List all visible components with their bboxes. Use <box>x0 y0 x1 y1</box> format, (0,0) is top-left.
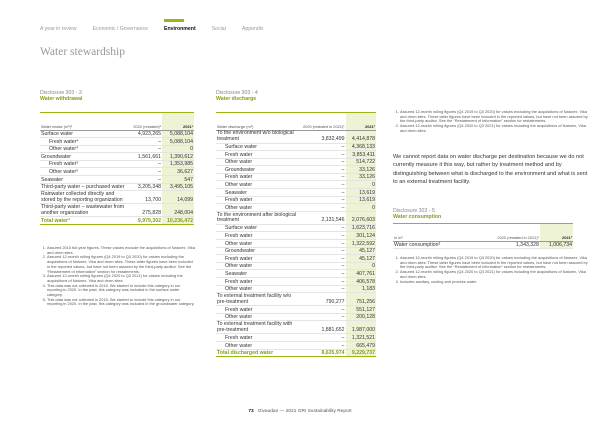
value-2020: 13,700 <box>128 191 162 204</box>
value-2021: 5,088,104 <box>162 138 194 146</box>
value-2021: 407,761 <box>346 270 376 278</box>
row-label: Fresh water <box>216 255 302 263</box>
value-2021: 1,623,716 <box>346 224 376 232</box>
value-2020: 1,881,652 <box>302 321 346 334</box>
total-row <box>40 217 194 225</box>
value-2020: – <box>302 181 346 189</box>
footnote: 2. Assured 12-month rolling figures (Q4 2020 to Q3 2021) for values including the acquisitions of Naturex, Vika and drom sites. <box>400 124 588 133</box>
value-2021: 1,183 <box>346 285 376 293</box>
row-label: Seawater <box>216 189 302 197</box>
disclosure-subtitle: Water discharge <box>216 96 257 103</box>
nav-year-in-review[interactable]: A year in review <box>40 26 77 32</box>
row-label: Fresh water <box>216 306 302 314</box>
value-2020: 1,343,328 <box>496 241 540 249</box>
row-label: Fresh water <box>216 196 302 204</box>
row-label: To external treatment facility w/o pre-treatment <box>216 293 302 306</box>
footnote: 5. This data was not collected in 2015. We started to include this category in our reporting in 2020. In the past, this category was included in the groundwater category. <box>47 298 196 307</box>
value-2021: 551,127 <box>346 306 376 314</box>
row-label: Other water⁴ <box>40 145 128 153</box>
table-row <box>40 168 194 176</box>
table-row <box>216 270 376 278</box>
total-2020: 8,635,974 <box>302 349 346 357</box>
value-2020: – <box>302 204 346 212</box>
table-row <box>216 313 376 321</box>
nav-appendix[interactable]: Appendix <box>241 26 264 32</box>
value-2020: – <box>302 341 346 349</box>
footnote: 3. Includes sanitary, cooling and process water. <box>400 280 588 285</box>
value-2020: – <box>302 173 346 181</box>
row-label: Other water <box>216 262 302 270</box>
discharge-table <box>216 113 376 357</box>
column-header-2020: 2020 (restated)² <box>128 113 162 130</box>
disclosure-label: Disclosure 303 - 4 <box>216 90 258 96</box>
table-row <box>216 181 376 189</box>
value-2021: 45,127 <box>346 255 376 263</box>
value-2020: – <box>128 160 162 168</box>
value-2020: – <box>302 278 346 286</box>
total-row <box>216 349 376 357</box>
table-row <box>40 145 194 153</box>
footnote: 2. Assured 12-month rolling figures (Q4 2019 to Q3 2020) for values excluding the acquisitions of Naturex, Vika and drom sites. These latter figures have been included in the reported values, but have not been assured by the third-party auditor. See the “Restatement of information” section for restatements. <box>47 255 196 274</box>
table-row <box>40 160 194 168</box>
value-2021: 4,368,133 <box>346 143 376 151</box>
value-2020: – <box>302 224 346 232</box>
value-2020: – <box>128 138 162 146</box>
discharge-heading <box>216 90 258 102</box>
value-2021: 665,479 <box>346 341 376 349</box>
row-label: Other water <box>216 240 302 248</box>
table-row <box>216 158 376 166</box>
value-2021: 1,006,734 <box>540 241 573 249</box>
footnote: 3. Assured 12-month rolling figures (Q4 2020 to Q3 2021) for values including the acquisitions of Naturex, Vika and drom sites. <box>47 274 196 283</box>
row-label: Surface water <box>216 143 302 151</box>
value-2020: – <box>302 166 346 174</box>
table-row <box>216 278 376 286</box>
discharge-notes <box>393 110 588 134</box>
table-row <box>216 151 376 159</box>
table-row <box>40 183 194 191</box>
table-row <box>40 191 194 204</box>
footer-text: Givaudan — 2021 GRI Sustainability Report <box>257 409 352 414</box>
value-2021: 2,076,603 <box>346 211 376 224</box>
value-2020: 4,923,265 <box>128 130 162 138</box>
value-2021: 1,321,521 <box>346 334 376 342</box>
table-row <box>216 240 376 248</box>
row-label: Seawater <box>216 270 302 278</box>
row-label: Water consumption³ <box>393 241 496 249</box>
row-label: To the environment after biological treatment <box>216 211 302 224</box>
table-row <box>216 189 376 197</box>
value-2020: – <box>128 145 162 153</box>
table-row <box>216 204 376 212</box>
value-2020: – <box>302 285 346 293</box>
value-2021: 45,127 <box>346 247 376 255</box>
table-row <box>40 176 194 184</box>
row-label: Third-party water – purchased water <box>40 183 128 191</box>
table-row <box>216 232 376 240</box>
row-label: Groundwater <box>40 153 128 161</box>
table-header <box>216 113 376 130</box>
table-row <box>40 153 194 161</box>
value-2021: 3,495,105 <box>162 183 194 191</box>
table-row <box>216 247 376 255</box>
column-header-2020: 2020 (restated in 2021)¹ <box>302 113 346 130</box>
table-row <box>216 166 376 174</box>
value-2020: – <box>128 176 162 184</box>
value-2020: 3,205,348 <box>128 183 162 191</box>
value-2020: – <box>302 143 346 151</box>
row-label: Other water <box>216 204 302 212</box>
withdrawal-heading <box>40 90 82 102</box>
value-2020: – <box>302 270 346 278</box>
value-2020: – <box>302 232 346 240</box>
table-row <box>40 130 194 138</box>
column-header-label: Water intake (m³)¹ <box>40 113 128 130</box>
value-2021: 0 <box>346 204 376 212</box>
value-2021: 547 <box>162 176 194 184</box>
table-row <box>216 306 376 314</box>
disclosure-subtitle: Water withdrawal <box>40 96 83 103</box>
row-label: Other water⁵ <box>40 168 128 176</box>
footnote: 1. Assured 12-month rolling figures (Q4 2019 to Q3 2020) for values excluding the acquisitions of Naturex, Vika and drom sites. These latter figures have been included in the reported values, but have not been assured by the third-party auditor. See the “Restatement of information” section for restatements. <box>400 256 588 270</box>
column-header-2021: 2021³ <box>162 113 194 130</box>
value-2020: – <box>302 189 346 197</box>
footnote: 1. Assured 12-month rolling figures (Q4 2019 to Q3 2020) for values excluding the acquisitions of Naturex, Vika and drom sites. These latter figures have been included in the reported values, but have not been assured by the third-party auditor. See the “Restatement of information” section for restatements. <box>400 110 588 124</box>
row-label: Surface water <box>216 224 302 232</box>
value-2021: 751,256 <box>346 293 376 306</box>
footnote: 2. Assured 12-month rolling figures (Q4 2020 to Q3 2021) for values including the acquisitions of Naturex, Vika and drom sites. <box>400 270 588 279</box>
column-header-label: Water discharge (m³) <box>216 113 302 130</box>
table-header <box>393 224 573 241</box>
value-2021: 3,853,411 <box>346 151 376 159</box>
value-2020: – <box>128 168 162 176</box>
withdrawal-table <box>40 113 194 225</box>
page-title: Water stewardship <box>40 46 125 58</box>
total-2021: 9,229,737 <box>346 349 376 357</box>
section-nav <box>40 26 280 32</box>
table-row <box>216 196 376 204</box>
row-label: Other water <box>216 313 302 321</box>
value-2020: – <box>302 196 346 204</box>
column-header-2021: 2021² <box>540 224 573 241</box>
row-label: Other water <box>216 158 302 166</box>
value-2020: – <box>302 255 346 263</box>
table-row <box>216 341 376 349</box>
value-2020: 1,561,661 <box>128 153 162 161</box>
value-2021: 1,987,000 <box>346 321 376 334</box>
row-label: Surface water <box>40 130 128 138</box>
disclosure-label: Disclosure 303 - 3 <box>40 90 82 96</box>
table-row <box>216 224 376 232</box>
row-label: Other water <box>216 341 302 349</box>
value-2021: 0 <box>346 262 376 270</box>
row-label: Other water <box>216 181 302 189</box>
row-label: Third-party water – wastewater from another organization <box>40 204 128 217</box>
page-footer <box>0 409 600 414</box>
value-2021: 33,126 <box>346 166 376 174</box>
discharge-explanation: We cannot report data on water discharge per destination because we do not currently measure it this way, but rather by treatment method and by distinguishing between what is discharged to the environment and what is sent to an external treatment facility. <box>393 154 588 185</box>
row-label: Fresh water⁵ <box>40 160 128 168</box>
value-2021: 248,004 <box>162 204 194 217</box>
row-label: Fresh water <box>216 334 302 342</box>
consumption-heading <box>393 208 441 220</box>
value-2021: 0 <box>162 145 194 153</box>
value-2020: – <box>302 158 346 166</box>
table-row <box>216 321 376 334</box>
table-row <box>216 130 376 143</box>
value-2020: – <box>302 334 346 342</box>
nav-economic-governance[interactable]: Economic / Governance <box>92 26 148 32</box>
column-header-label: in m³ <box>393 224 496 241</box>
table-row <box>216 293 376 306</box>
table-row <box>216 262 376 270</box>
value-2021: 1,322,592 <box>346 240 376 248</box>
value-2020: – <box>302 306 346 314</box>
disclosure-subtitle: Water consumption <box>393 214 442 221</box>
table-row <box>216 173 376 181</box>
value-2021: 5,088,104 <box>162 130 194 138</box>
table-header <box>40 113 194 130</box>
value-2020: 2,131,546 <box>302 211 346 224</box>
column-header-2020: 2020 (restated in 2021)¹ <box>496 224 540 241</box>
table-row <box>216 255 376 263</box>
value-2021: 4,414,878 <box>346 130 376 143</box>
page-number: 73 <box>248 409 254 414</box>
consumption-table <box>393 224 573 249</box>
row-label: To external treatment facility with pre-treatment <box>216 321 302 334</box>
nav-social[interactable]: Social <box>211 26 226 32</box>
disclosure-label: Disclosure 303 - 5 <box>393 208 435 214</box>
nav-environment[interactable]: Environment <box>164 26 196 32</box>
value-2021: 33,126 <box>346 173 376 181</box>
row-label: Rainwater collected directly and stored by the reporting organization <box>40 191 128 204</box>
consumption-notes <box>393 256 588 284</box>
table-row <box>216 143 376 151</box>
value-2021: 13,619 <box>346 189 376 197</box>
value-2021: 514,722 <box>346 158 376 166</box>
value-2020: – <box>302 247 346 255</box>
row-label: Fresh water <box>216 151 302 159</box>
value-2020: – <box>302 313 346 321</box>
row-label: Fresh water <box>216 278 302 286</box>
value-2021: 13,619 <box>346 196 376 204</box>
value-2021: 0 <box>346 181 376 189</box>
table-row <box>216 285 376 293</box>
withdrawal-notes <box>40 246 196 307</box>
value-2020: 790,277 <box>302 293 346 306</box>
row-label: Fresh water⁴ <box>40 138 128 146</box>
row-label: Groundwater <box>216 247 302 255</box>
row-label: Other water <box>216 285 302 293</box>
value-2021: 200,128 <box>346 313 376 321</box>
total-2021: 10,236,472 <box>162 217 194 225</box>
value-2021: 14,099 <box>162 191 194 204</box>
value-2021: 301,124 <box>346 232 376 240</box>
row-label: Seawater <box>40 176 128 184</box>
value-2021: 36,627 <box>162 168 194 176</box>
value-2021: 1,390,612 <box>162 153 194 161</box>
row-label: Groundwater <box>216 166 302 174</box>
value-2021: 1,353,985 <box>162 160 194 168</box>
value-2021: 406,578 <box>346 278 376 286</box>
row-label: Fresh water <box>216 173 302 181</box>
value-2020: 3,832,499 <box>302 130 346 143</box>
total-label: Total water³ <box>40 217 128 225</box>
value-2020: – <box>302 240 346 248</box>
table-row <box>40 204 194 217</box>
row-label: To the environment w/o biological treatment <box>216 130 302 143</box>
value-2020: – <box>302 262 346 270</box>
footnote: 4. This data was not collected in 2015. We started to include this category in our reporting in 2020. In the past, this category was included in the surface water category. <box>47 284 196 298</box>
column-header-2021: 2021² <box>346 113 376 130</box>
total-label: Total discharged water <box>216 349 302 357</box>
value-2020: – <box>302 151 346 159</box>
footnote: 1. Assured 2015 full-year figures. These values exclude the acquisitions of Naturex, Vika and drom sites. <box>47 246 196 255</box>
table-row <box>40 138 194 146</box>
table-row <box>216 334 376 342</box>
table-row <box>216 211 376 224</box>
value-2020: 275,828 <box>128 204 162 217</box>
total-2020: 9,979,302 <box>128 217 162 225</box>
row-label: Fresh water <box>216 232 302 240</box>
table-row <box>393 241 573 249</box>
